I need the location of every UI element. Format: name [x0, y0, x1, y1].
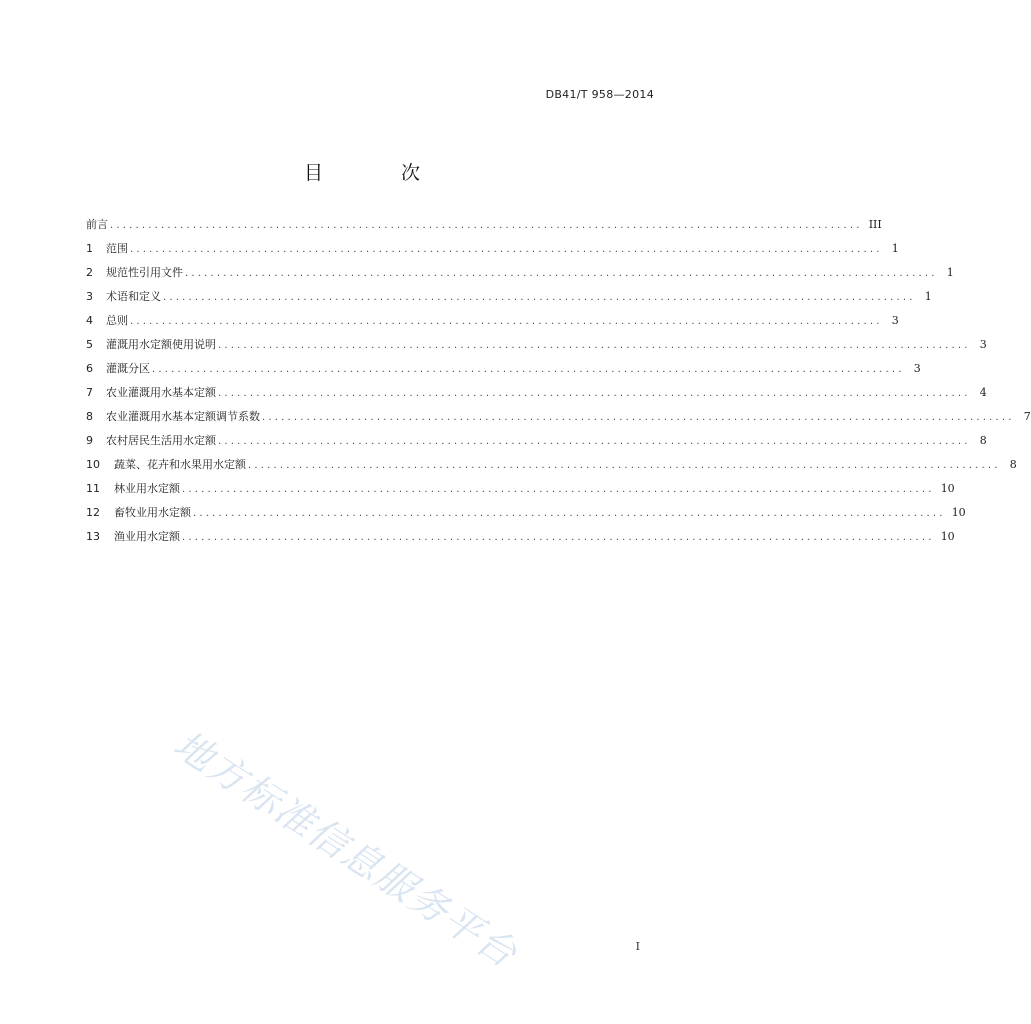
toc-entry[interactable]: [86, 504, 966, 528]
toc-entry-page: 10: [951, 506, 966, 519]
toc-entry-page: 7: [1023, 410, 1031, 423]
toc-leader-dots: ......................................................................................................................: [130, 316, 883, 327]
toc-entry[interactable]: [86, 432, 987, 456]
toc-entry-label: 畜牧业用水定额: [114, 506, 191, 519]
toc-leader-dots: ......................................................................................................................: [182, 532, 935, 543]
toc-entry-number: 8: [86, 410, 93, 423]
toc-entry-number: 9: [86, 434, 93, 447]
document-code: DB41/T 958—2014: [545, 88, 654, 101]
toc-entry-number: 1: [86, 242, 93, 255]
toc-leader-dots: ......................................................................................................................: [218, 388, 971, 399]
toc-entry[interactable]: [86, 528, 955, 552]
page-title: 目 次: [303, 162, 457, 184]
toc-entry-page: 1: [891, 242, 899, 255]
toc-leader-dots: ......................................................................................................................: [218, 436, 971, 447]
toc-entry-label: 林业用水定额: [114, 482, 180, 495]
toc-entry-label: 前言: [86, 218, 108, 231]
watermark: 地方标准信息服务平台: [166, 721, 526, 977]
toc-entry-number: 10: [86, 458, 100, 471]
toc-entry-number: 5: [86, 338, 93, 351]
toc-leader-dots: ......................................................................................................................: [110, 220, 863, 231]
toc-entry-page: 3: [913, 362, 921, 375]
toc-entry-label: 规范性引用文件: [106, 266, 183, 279]
toc-leader-dots: ......................................................................................................................: [182, 484, 935, 495]
toc-entry-page: 1: [924, 290, 932, 303]
toc-entry[interactable]: [86, 264, 954, 288]
toc-entry[interactable]: [86, 288, 932, 312]
toc-entry-number: 11: [86, 482, 100, 495]
toc-entry-label: 农业灌溉用水基本定额调节系数: [106, 410, 260, 423]
toc-entry-label: 灌溉用水定额使用说明: [106, 338, 216, 351]
toc-entry-label: 农业灌溉用水基本定额: [106, 386, 216, 399]
toc-entry-page: III: [868, 218, 882, 231]
toc-leader-dots: ......................................................................................................................: [262, 412, 1015, 423]
toc-entry-label: 范围: [106, 242, 128, 255]
toc-leader-dots: ......................................................................................................................: [163, 292, 916, 303]
toc-entry[interactable]: [86, 384, 987, 408]
page-number: I: [635, 940, 640, 953]
toc-leader-dots: ......................................................................................................................: [248, 460, 1001, 471]
toc-entry-label: 蔬菜、花卉和水果用水定额: [114, 458, 246, 471]
toc-entry-number: 12: [86, 506, 100, 519]
toc-entry[interactable]: [86, 216, 882, 240]
toc-entry-page: 4: [979, 386, 987, 399]
toc-entry[interactable]: [86, 480, 955, 504]
toc-entry-number: 13: [86, 530, 100, 543]
toc-entry-label: 总则: [106, 314, 128, 327]
toc-entry-number: 7: [86, 386, 93, 399]
toc-entry-label: 渔业用水定额: [114, 530, 180, 543]
toc-entry[interactable]: [86, 360, 921, 384]
toc-entry[interactable]: [86, 456, 1017, 480]
toc-entry[interactable]: [86, 312, 899, 336]
toc-entry-number: 2: [86, 266, 93, 279]
toc-entry-page: 10: [940, 530, 955, 543]
toc-entry-page: 8: [979, 434, 987, 447]
toc-entry-page: 10: [940, 482, 955, 495]
toc-entry[interactable]: [86, 408, 1031, 432]
toc-entry-page: 1: [946, 266, 954, 279]
toc-leader-dots: ......................................................................................................................: [218, 340, 971, 351]
toc-entry-page: 3: [891, 314, 899, 327]
toc-entry-label: 农村居民生活用水定额: [106, 434, 216, 447]
toc-entry-number: 3: [86, 290, 93, 303]
toc-leader-dots: ......................................................................................................................: [185, 268, 938, 279]
table-of-contents: [86, 216, 1031, 552]
toc-entry-number: 4: [86, 314, 93, 327]
toc-entry-page: 3: [979, 338, 987, 351]
toc-entry[interactable]: [86, 336, 987, 360]
toc-entry[interactable]: [86, 240, 899, 264]
toc-entry-page: 8: [1009, 458, 1017, 471]
toc-entry-number: 6: [86, 362, 93, 375]
toc-leader-dots: ......................................................................................................................: [130, 244, 883, 255]
toc-leader-dots: ......................................................................................................................: [193, 508, 946, 519]
toc-leader-dots: ......................................................................................................................: [152, 364, 905, 375]
toc-entry-label: 术语和定义: [106, 290, 161, 303]
toc-entry-label: 灌溉分区: [106, 362, 150, 375]
